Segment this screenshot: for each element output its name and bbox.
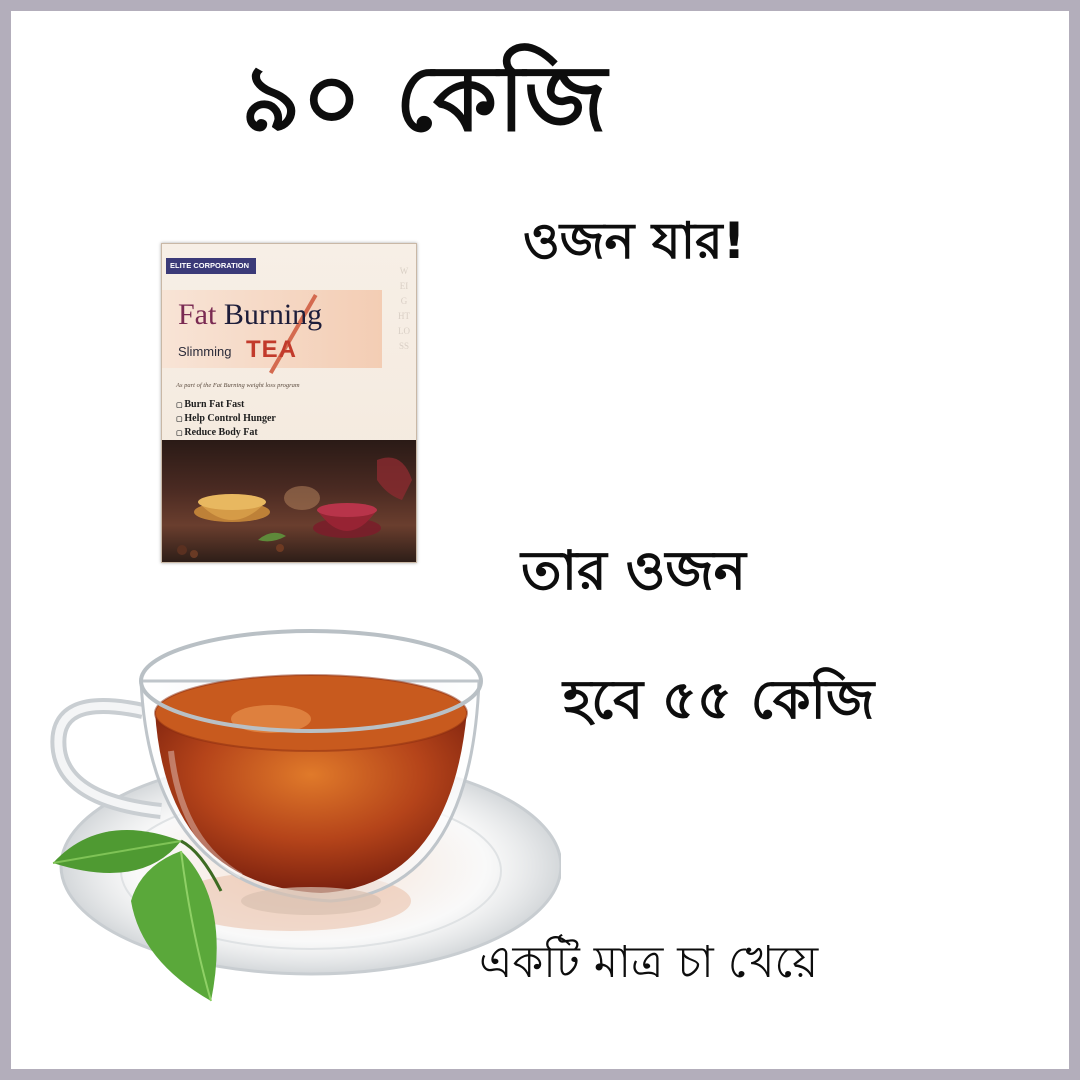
headline-their-weight: তার ওজন bbox=[521, 539, 746, 602]
product-name-burning: Burning bbox=[223, 298, 323, 331]
product-name-fat: Fat bbox=[178, 298, 217, 331]
headline-just-one-tea: একটি মাত্র চা খেয়ে bbox=[479, 937, 819, 988]
product-name bbox=[178, 300, 322, 330]
benefit-item: ▢ Reduce Body Fat bbox=[176, 426, 276, 440]
tea-cup-illustration bbox=[31, 601, 561, 1021]
tea-set-photo bbox=[162, 440, 416, 562]
benefit-item: ▢ Help Control Hunger bbox=[176, 412, 276, 426]
headline-whose-weight: ওজন যার! bbox=[523, 212, 746, 270]
program-note: As part of the Fat Burning weight loss program bbox=[176, 382, 300, 389]
product-box-image bbox=[161, 243, 417, 563]
tea-set-illustration bbox=[162, 440, 416, 562]
headline-will-be-55kg: হবে ৫৫ কেজি bbox=[563, 668, 875, 731]
side-text-weight-loss: WEIGHT LOSS bbox=[398, 266, 410, 351]
benefit-list bbox=[176, 398, 276, 440]
poster bbox=[11, 11, 1069, 1069]
product-name-tea: TEA bbox=[246, 336, 297, 363]
benefit-item: ▢ Burn Fat Fast bbox=[176, 398, 276, 412]
company-label: ELITE CORPORATION bbox=[166, 258, 256, 274]
product-name-slimming: Slimming bbox=[178, 344, 232, 359]
headline-weight-90kg: ৯০ কেজি bbox=[241, 45, 608, 152]
